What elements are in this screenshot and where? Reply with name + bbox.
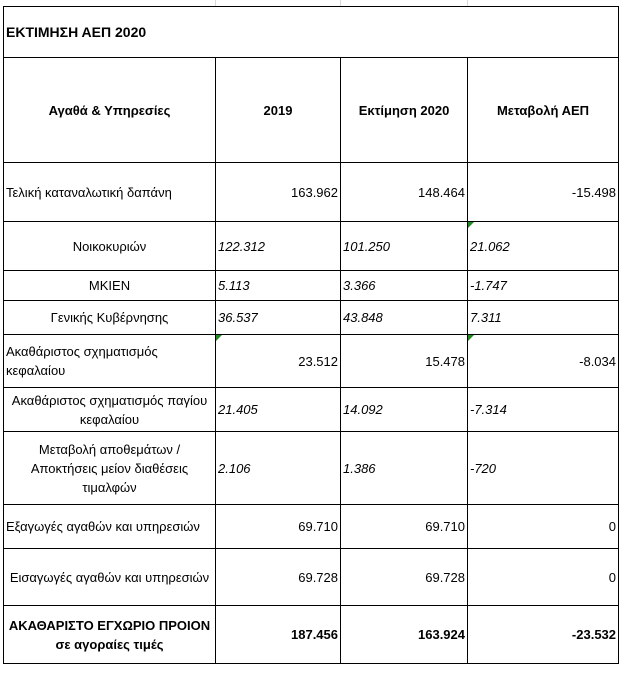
row-label[interactable]: Εισαγωγές αγαθών και υπηρεσιών <box>4 549 216 606</box>
table-row <box>4 335 619 388</box>
header-2019[interactable]: 2019 <box>216 58 341 163</box>
cell-2019[interactable]: 5.113 <box>216 271 341 301</box>
cell-change[interactable]: 0 <box>468 505 619 549</box>
table-row <box>4 549 619 606</box>
cell-change[interactable]: -15.498 <box>468 163 619 222</box>
cell-change[interactable]: -1.747 <box>468 271 619 301</box>
table-row <box>4 388 619 432</box>
row-label[interactable]: Γενικής Κυβέρνησης <box>4 301 216 335</box>
cell-2019[interactable]: 163.962 <box>216 163 341 222</box>
table-row <box>4 271 619 301</box>
cell-2019-value: 23.512 <box>298 353 338 369</box>
cell-2019[interactable]: 21.405 <box>216 388 341 432</box>
table-row <box>4 505 619 549</box>
error-flag-icon <box>216 335 222 341</box>
error-flag-icon <box>468 222 474 228</box>
cell-change[interactable]: 7.311 <box>468 301 619 335</box>
row-label[interactable]: ΜΚΙΕΝ <box>4 271 216 301</box>
table-row <box>4 163 619 222</box>
cell-change[interactable]: 0 <box>468 549 619 606</box>
cell-2019[interactable]: 69.728 <box>216 549 341 606</box>
row-label[interactable]: Νοικοκυριών <box>4 222 216 271</box>
cell-2020[interactable]: 163.924 <box>341 606 468 664</box>
cell-2019[interactable]: 2.106 <box>216 432 341 505</box>
cell-2020[interactable]: 148.464 <box>341 163 468 222</box>
row-label[interactable]: Εξαγωγές αγαθών και υπηρεσιών <box>4 505 216 549</box>
row-label[interactable]: Ακαθάριστος σχηματισμός παγίου κεφαλαίου <box>4 388 216 432</box>
error-flag-icon <box>468 335 474 341</box>
cell-change-value: -8.034 <box>579 353 617 369</box>
row-label[interactable]: ΑΚΑΘΑΡΙΣΤΟ ΕΓΧΩΡΙΟ ΠΡΟΙΟΝ σε αγοραίες τιμές <box>4 606 216 664</box>
cell-2020[interactable]: 14.092 <box>341 388 468 432</box>
table-row-total <box>4 606 619 664</box>
cell-change[interactable] <box>468 335 619 388</box>
cell-change[interactable] <box>468 222 619 271</box>
table-row <box>4 432 619 505</box>
title-row <box>4 7 619 58</box>
gdp-estimate-table <box>3 6 619 664</box>
table-row <box>4 301 619 335</box>
cell-2020[interactable]: 69.728 <box>341 549 468 606</box>
header-row <box>4 58 619 163</box>
cell-change[interactable]: -720 <box>468 432 619 505</box>
cell-2020[interactable]: 3.366 <box>341 271 468 301</box>
cell-change[interactable]: -7.314 <box>468 388 619 432</box>
cell-2020[interactable]: 43.848 <box>341 301 468 335</box>
cell-2020[interactable]: 15.478 <box>341 335 468 388</box>
cell-2020[interactable]: 69.710 <box>341 505 468 549</box>
table-row <box>4 222 619 271</box>
header-estimate-2020[interactable]: Εκτίμηση 2020 <box>341 58 468 163</box>
row-label[interactable]: Τελική καταναλωτική δαπάνη <box>4 163 216 222</box>
header-goods-services[interactable]: Αγαθά & Υπηρεσίες <box>4 58 216 163</box>
table-title[interactable]: ΕΚΤΙΜΗΣΗ ΑΕΠ 2020 <box>4 7 619 58</box>
cell-2019[interactable]: 122.312 <box>216 222 341 271</box>
cell-2019[interactable]: 36.537 <box>216 301 341 335</box>
header-gdp-change[interactable]: Μεταβολή ΑΕΠ <box>468 58 619 163</box>
cell-2019[interactable] <box>216 335 341 388</box>
cell-2019[interactable]: 69.710 <box>216 505 341 549</box>
cell-2019[interactable]: 187.456 <box>216 606 341 664</box>
row-label[interactable]: Μεταβολή αποθεμάτων / Αποκτήσεις μείον διαθέσεις τιμαλφών <box>4 432 216 505</box>
cell-2020[interactable]: 1.386 <box>341 432 468 505</box>
cell-change[interactable]: -23.532 <box>468 606 619 664</box>
row-label[interactable]: Ακαθάριστος σχηματισμός κεφαλαίου <box>4 335 216 388</box>
cell-2020[interactable]: 101.250 <box>341 222 468 271</box>
cell-change-value: 21.062 <box>470 238 510 254</box>
